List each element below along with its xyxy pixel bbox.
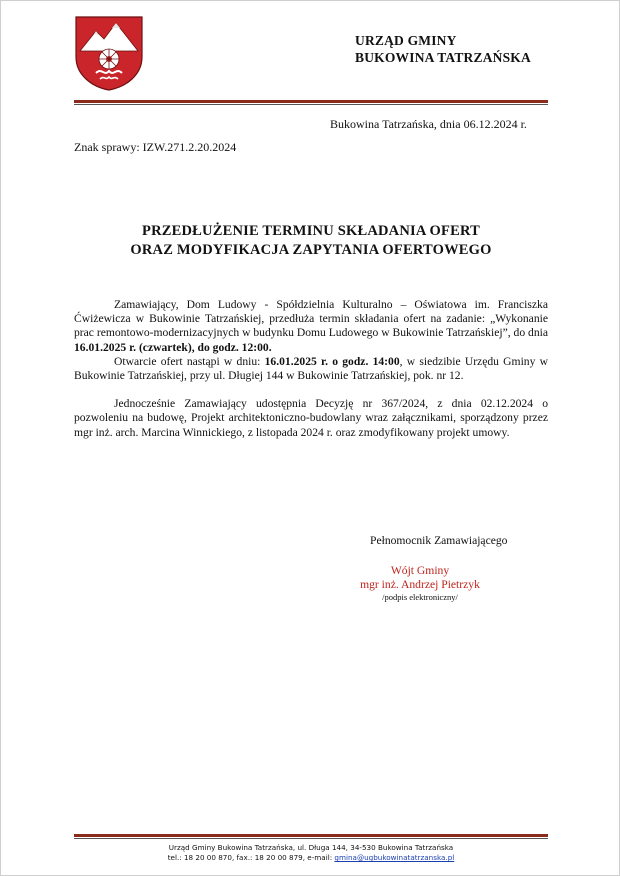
- title-line2: ORAZ MODYFIKACJA ZAPYTANIA OFERTOWEGO: [130, 242, 492, 258]
- header-rule-thin: [74, 104, 548, 105]
- paragraph-extension-text: Zamawiający, Dom Ludowy - Spółdzielnia Kulturalno – Oświatowa im. Franciszka Ćwiżewicza w Bukowinie Tatrzańskiej, przedłuża termin składania ofert na zadanie: „Wykonanie prac remontowo-modernizacyjnych w budynku Domu Ludowego w Bukowinie Tatrzańskiej”, do dnia: [74, 298, 548, 340]
- office-name: [355, 32, 531, 66]
- signer-role: Wójt Gminy: [390, 564, 450, 577]
- office-name-line1: URZĄD GMINY: [355, 33, 457, 48]
- footer: [74, 843, 548, 863]
- footer-rule-thin: [74, 838, 548, 839]
- opening-date: 16.01.2025 r. o godz. 14:00: [264, 354, 400, 368]
- signature-block: [300, 564, 540, 603]
- signer-name: mgr inż. Andrzej Pietrzyk: [360, 578, 480, 591]
- signature-note: /podpis elektroniczny/: [382, 592, 458, 602]
- case-reference: Znak sprawy: IZW.271.2.20.2024: [74, 140, 237, 154]
- footer-address: Urząd Gminy Bukowina Tatrzańska, ul. Długa 144, 34-530 Bukowina Tatrzańska: [168, 843, 454, 852]
- header-rule: [74, 100, 548, 103]
- footer-contact: [74, 853, 548, 863]
- footer-rule: [74, 834, 548, 837]
- paragraph-opening-b: , w siedzibie Urzędu Gminy w Bukowinie Tatrzańskiej, przy ul. Długiej 144 w Bukowinie Tatrzańskiej, pok. nr 12.: [74, 354, 548, 383]
- title-line1: PRZEDŁUŻENIE TERMINU SKŁADANIA OFERT: [142, 223, 480, 239]
- attorney-label: Pełnomocnik Zamawiającego: [370, 534, 508, 547]
- document-title: [74, 222, 548, 260]
- place-date: Bukowina Tatrzańska, dnia 06.12.2024 r.: [330, 117, 527, 131]
- paragraph-extension: [74, 298, 548, 355]
- paragraph-opening: [74, 355, 548, 383]
- new-deadline: 16.01.2025 r. (czwartek), do godz. 12:00.: [74, 340, 272, 354]
- paragraph-opening-a: Otwarcie ofert nastąpi w dniu:: [114, 354, 265, 368]
- office-name-line2: BUKOWINA TATRZAŃSKA: [355, 50, 531, 65]
- footer-email-link[interactable]: gmina@ugbukowinatatrzanska.pl: [334, 853, 455, 862]
- paragraph-documents: Jednocześnie Zamawiający udostępnia Decyzję nr 367/2024, z dnia 02.12.2024 o pozwoleniu na budowę, Projekt architektoniczno-budowlany wraz załącznikami, sporządzony przez mgr inż. arch. Marcina Winnickiego, z listopada 2024 r. oraz zmodyfikowany projekt umowy.: [74, 397, 548, 439]
- footer-phone-fax: tel.: 18 20 00 870, fax.: 18 20 00 879, e-mail:: [167, 853, 335, 862]
- document-body: [74, 298, 548, 440]
- coat-of-arms-icon: [74, 15, 144, 91]
